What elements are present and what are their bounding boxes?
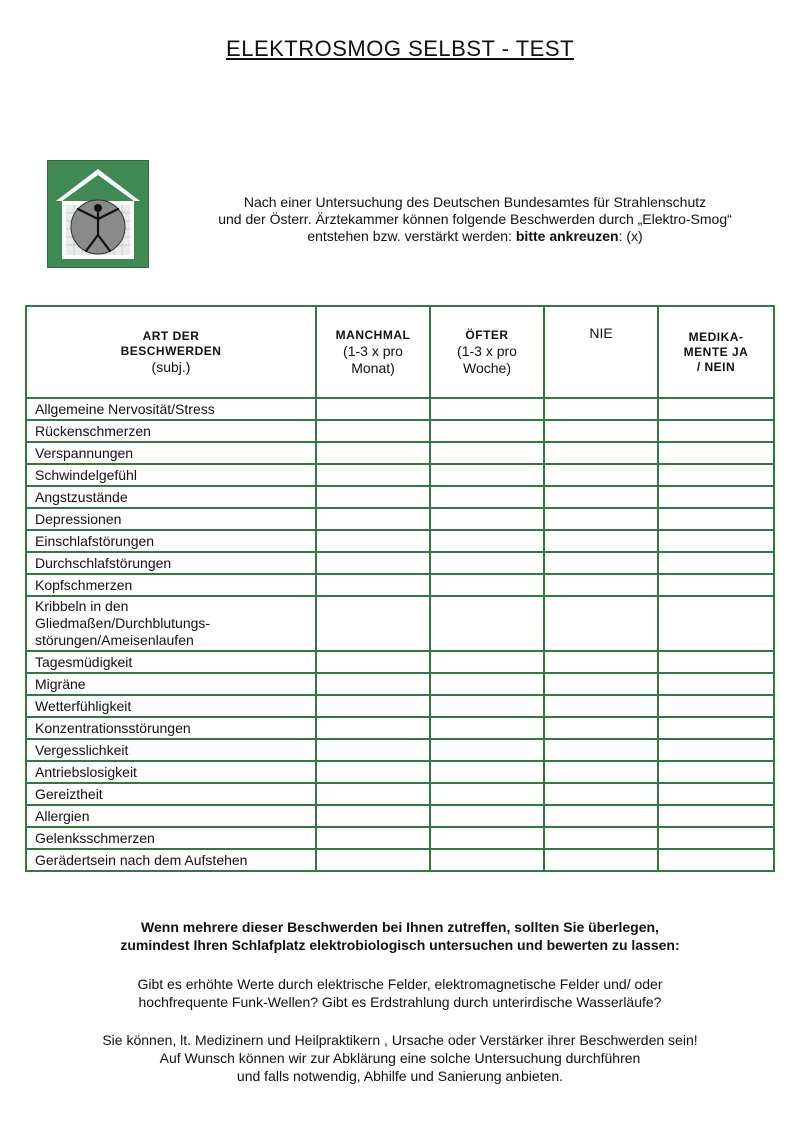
- header-never: NIE: [544, 306, 658, 398]
- complaint-label: Gelenksschmerzen: [26, 827, 316, 849]
- checkbox-cell-sometimes[interactable]: [316, 761, 430, 783]
- intro-line-1: Nach einer Untersuchung des Deutschen Bundesamtes für Strahlenschutz: [243, 194, 707, 210]
- intro-instruction: bitte ankreuzen: [515, 228, 619, 244]
- table-row: [26, 783, 774, 805]
- checkbox-cell-never[interactable]: [544, 552, 658, 574]
- checkbox-cell-never[interactable]: [544, 596, 658, 651]
- complaint-label: Migräne: [26, 673, 316, 695]
- checkbox-cell-often[interactable]: [430, 739, 544, 761]
- checkbox-cell-sometimes[interactable]: [316, 574, 430, 596]
- checkbox-cell-medication[interactable]: [658, 574, 774, 596]
- checkbox-cell-never[interactable]: [544, 783, 658, 805]
- checkbox-cell-sometimes[interactable]: [316, 805, 430, 827]
- checkbox-cell-sometimes[interactable]: [316, 673, 430, 695]
- table-row: [26, 695, 774, 717]
- complaint-label: Allgemeine Nervosität/Stress: [26, 398, 316, 420]
- checkbox-cell-sometimes[interactable]: [316, 651, 430, 673]
- table-row: [26, 596, 774, 651]
- checkbox-cell-sometimes[interactable]: [316, 464, 430, 486]
- checkbox-cell-often[interactable]: [430, 673, 544, 695]
- table-row: [26, 398, 774, 420]
- closing-bold-text: Wenn mehrere dieser Beschwerden bei Ihnen zutreffen, sollten Sie überlegen, zumindest Ihren Schlafplatz elektrobiologisch untersuchen und bewerten zu lassen:: [120, 919, 680, 953]
- checkbox-cell-often[interactable]: [430, 849, 544, 871]
- table-row: [26, 849, 774, 871]
- checkbox-cell-medication[interactable]: [658, 486, 774, 508]
- checkbox-cell-medication[interactable]: [658, 695, 774, 717]
- checkbox-cell-never[interactable]: [544, 464, 658, 486]
- checkbox-cell-often[interactable]: [430, 464, 544, 486]
- checkbox-cell-never[interactable]: [544, 442, 658, 464]
- checkbox-cell-medication[interactable]: [658, 508, 774, 530]
- checkbox-cell-often[interactable]: [430, 717, 544, 739]
- checkbox-cell-never[interactable]: [544, 673, 658, 695]
- checkbox-cell-never[interactable]: [544, 486, 658, 508]
- checkbox-cell-often[interactable]: [430, 508, 544, 530]
- table-row: [26, 486, 774, 508]
- checkbox-cell-never[interactable]: [544, 761, 658, 783]
- table-row: [26, 508, 774, 530]
- checkbox-cell-sometimes[interactable]: [316, 420, 430, 442]
- intro-line-3: entstehen bzw. verstärkt werden: bitte ankreuzen: (x): [307, 228, 643, 244]
- table-row: [26, 673, 774, 695]
- complaint-label: Depressionen: [26, 508, 316, 530]
- complaint-label: Konzentrationsstörungen: [26, 717, 316, 739]
- checkbox-cell-never[interactable]: [544, 398, 658, 420]
- complaint-label: Gerädertsein nach dem Aufstehen: [26, 849, 316, 871]
- checkbox-cell-medication[interactable]: [658, 805, 774, 827]
- checkbox-cell-often[interactable]: [430, 398, 544, 420]
- checkbox-cell-medication[interactable]: [658, 761, 774, 783]
- table-row: [26, 442, 774, 464]
- checkbox-cell-medication[interactable]: [658, 552, 774, 574]
- checkbox-cell-sometimes[interactable]: [316, 552, 430, 574]
- intro-text: [150, 194, 800, 245]
- checkbox-cell-never[interactable]: [544, 849, 658, 871]
- checkbox-cell-never[interactable]: [544, 420, 658, 442]
- checkbox-cell-never[interactable]: [544, 695, 658, 717]
- table-row: [26, 717, 774, 739]
- checkbox-cell-never[interactable]: [544, 739, 658, 761]
- checkbox-cell-sometimes[interactable]: [316, 486, 430, 508]
- header-often: ÖFTER (1-3 x pro Woche): [430, 306, 544, 398]
- checkbox-cell-sometimes[interactable]: [316, 739, 430, 761]
- table-row: [26, 739, 774, 761]
- checkbox-cell-never[interactable]: [544, 717, 658, 739]
- checkbox-cell-medication[interactable]: [658, 827, 774, 849]
- complaint-label: Kopfschmerzen: [26, 574, 316, 596]
- checkbox-cell-often[interactable]: [430, 442, 544, 464]
- complaint-label: Vergesslichkeit: [26, 739, 316, 761]
- checkbox-cell-never[interactable]: [544, 805, 658, 827]
- checkbox-cell-sometimes[interactable]: [316, 442, 430, 464]
- checkbox-cell-sometimes[interactable]: [316, 508, 430, 530]
- complaint-label: Wetterfühligkeit: [26, 695, 316, 717]
- checkbox-cell-medication[interactable]: [658, 739, 774, 761]
- complaint-label: Tagesmüdigkeit: [26, 651, 316, 673]
- checkbox-cell-medication[interactable]: [658, 530, 774, 552]
- table-row: [26, 574, 774, 596]
- checkbox-cell-often[interactable]: [430, 783, 544, 805]
- symptom-table: [25, 305, 775, 872]
- checkbox-cell-medication[interactable]: [658, 849, 774, 871]
- checkbox-cell-sometimes[interactable]: [316, 695, 430, 717]
- table-row: [26, 530, 774, 552]
- checkbox-cell-medication[interactable]: [658, 464, 774, 486]
- table-header-row: [26, 306, 774, 398]
- checkbox-cell-medication[interactable]: [658, 783, 774, 805]
- complaint-label: Gereiztheit: [26, 783, 316, 805]
- complaint-label: Rückenschmerzen: [26, 420, 316, 442]
- checkbox-cell-often[interactable]: [430, 486, 544, 508]
- checkbox-cell-sometimes[interactable]: [316, 596, 430, 651]
- checkbox-cell-sometimes[interactable]: [316, 849, 430, 871]
- complaint-label: Einschlafstörungen: [26, 530, 316, 552]
- checkbox-cell-never[interactable]: [544, 530, 658, 552]
- checkbox-cell-medication[interactable]: [658, 596, 774, 651]
- checkbox-cell-medication[interactable]: [658, 651, 774, 673]
- page-title: ELEKTROSMOG SELBST - TEST: [226, 36, 574, 61]
- checkbox-cell-often[interactable]: [430, 651, 544, 673]
- complaint-label: Allergien: [26, 805, 316, 827]
- checkbox-cell-often[interactable]: [430, 420, 544, 442]
- checkbox-cell-sometimes[interactable]: [316, 827, 430, 849]
- checkbox-cell-often[interactable]: [430, 761, 544, 783]
- intro-line-2: und der Österr. Ärztekammer können folgende Beschwerden durch „Elektro-Smog“: [218, 211, 732, 227]
- checkbox-cell-often[interactable]: [430, 574, 544, 596]
- complaint-label: Durchschlafstörungen: [26, 552, 316, 574]
- checkbox-cell-medication[interactable]: [658, 398, 774, 420]
- checkbox-cell-never[interactable]: [544, 508, 658, 530]
- house-vitruvian-man-logo: [47, 160, 149, 268]
- checkbox-cell-sometimes[interactable]: [316, 530, 430, 552]
- table-row: [26, 761, 774, 783]
- checkbox-cell-often[interactable]: [430, 805, 544, 827]
- table-row: [26, 420, 774, 442]
- header-sometimes: MANCHMAL (1-3 x pro Monat): [316, 306, 430, 398]
- complaint-label: Verspannungen: [26, 442, 316, 464]
- table-row: [26, 805, 774, 827]
- complaint-label: Schwindelgefühl: [26, 464, 316, 486]
- checkbox-cell-sometimes[interactable]: [316, 783, 430, 805]
- checkbox-cell-medication[interactable]: [658, 420, 774, 442]
- table-row: [26, 464, 774, 486]
- checkbox-cell-medication[interactable]: [658, 717, 774, 739]
- complaint-label: Angstzustände: [26, 486, 316, 508]
- checkbox-cell-never[interactable]: [544, 574, 658, 596]
- checkbox-cell-sometimes[interactable]: [316, 398, 430, 420]
- header-medication: MEDIKA- MENTE JA / NEIN: [658, 306, 774, 398]
- checkbox-cell-often[interactable]: [430, 530, 544, 552]
- closing-paragraph-1: Gibt es erhöhte Werte durch elektrische Felder, elektromagnetische Felder und/ oder hochfrequente Funk-Wellen? Gibt es Erdstrahlung durch unterirdische Wasserläufe?: [137, 976, 663, 1010]
- checkbox-cell-medication[interactable]: [658, 673, 774, 695]
- table-row: [26, 827, 774, 849]
- table-row: [26, 552, 774, 574]
- checkbox-cell-often[interactable]: [430, 552, 544, 574]
- header-complaint: ART DER BESCHWERDEN (subj.): [26, 306, 316, 398]
- checkbox-cell-medication[interactable]: [658, 442, 774, 464]
- closing-paragraph-2: Sie können, lt. Medizinern und Heilpraktikern , Ursache oder Verstärker ihrer Beschwerden sein! Auf Wunsch können wir zur Abklärung eine solche Untersuchung durchführen und falls notwendig, Abhilfe und Sanierung anbieten.: [102, 1032, 698, 1084]
- checkbox-cell-never[interactable]: [544, 827, 658, 849]
- checkbox-cell-never[interactable]: [544, 651, 658, 673]
- complaint-label: Kribbeln in den Gliedmaßen/Durchblutungs-störungen/Ameisenlaufen: [26, 596, 316, 651]
- table-row: [26, 651, 774, 673]
- checkbox-cell-often[interactable]: [430, 596, 544, 651]
- complaint-label: Antriebslosigkeit: [26, 761, 316, 783]
- logo-icon: [48, 161, 148, 267]
- checkbox-cell-sometimes[interactable]: [316, 717, 430, 739]
- checkbox-cell-often[interactable]: [430, 827, 544, 849]
- checkbox-cell-often[interactable]: [430, 695, 544, 717]
